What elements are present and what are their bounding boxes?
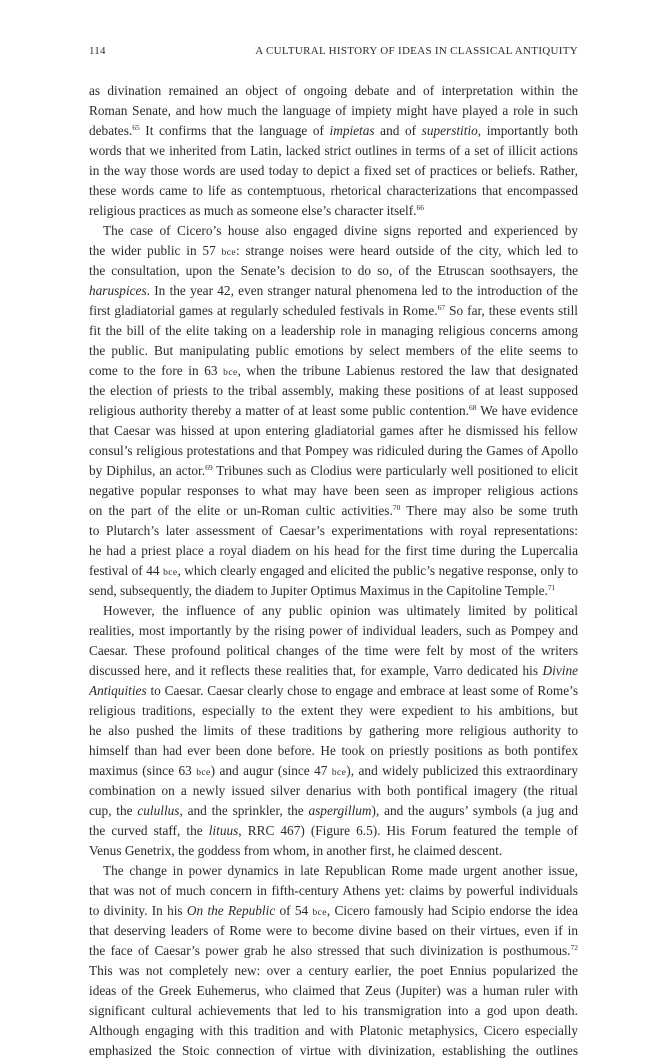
text-segment: send, subsequently, the diadem to Jupiter Optimus Maximus in the Capitoline Temple. — [89, 583, 548, 598]
text-segment: , RRC 467) (Figure 6.5). His Forum featured the temple of — [238, 823, 578, 838]
text-line — [89, 161, 578, 181]
text-line — [89, 101, 578, 121]
text-segment: discussed here, and it reflects these realities that, for example, Varro dedicated his — [89, 663, 543, 678]
text-line — [89, 861, 578, 881]
text-segment: as divination remained an object of ongoing debate and of interpretation within the — [89, 83, 578, 98]
text-line — [89, 381, 578, 401]
text-segment: realities, most importantly by the rising power of individual leaders, such as Pompey and — [89, 623, 578, 638]
italic-text: aspergillum — [308, 803, 372, 818]
text-segment: first gladiatorial games at regularly scheduled festivals in Rome. — [89, 303, 438, 318]
text-segment: that was not of much concern in fifth-century Athens yet: claims by powerful individuals — [89, 883, 578, 898]
text-line — [89, 301, 578, 321]
text-segment: that deserving leaders of Rome were to become divine based on their virtues, even if in — [89, 923, 578, 938]
text-line — [89, 1041, 578, 1061]
text-segment: words that we inherited from Latin, lacked strict outlines in terms of a set of illicit actions — [89, 143, 578, 158]
italic-text: impietas — [329, 123, 375, 138]
text-line — [89, 401, 578, 421]
text-line — [89, 441, 578, 461]
text-segment: in the way those words are used today to depict a fixed set of practices or beliefs. Rather, — [89, 163, 578, 178]
footnote-ref: 66 — [416, 203, 424, 212]
text-segment: the curved staff, the — [89, 823, 209, 838]
text-segment: consul’s religious protestations and that Pompey was ridiculed during the Games of Apollo — [89, 443, 578, 458]
text-segment: . In the year 42, even stranger natural phenomena led to the introduction of the — [146, 283, 578, 298]
text-line — [89, 81, 578, 101]
text-line — [89, 941, 578, 961]
text-line — [89, 541, 578, 561]
text-line — [89, 881, 578, 901]
text-line — [89, 521, 578, 541]
text-segment: these words came to life as contemptuous, rhetorical characterizations that encompassed — [89, 183, 578, 198]
text-segment: , Cicero famously had Scipio endorse the idea — [326, 903, 578, 918]
text-segment: to Caesar. Caesar clearly chose to engage and embrace at least some of Rome’s — [146, 683, 578, 698]
text-segment: of 54 — [275, 903, 313, 918]
text-line — [89, 741, 578, 761]
text-segment: Tribunes such as Clodius were particularly well positioned to elicit — [212, 463, 578, 478]
text-segment: Venus Genetrix, the goddess from whom, in another first, he claimed descent. — [89, 843, 503, 858]
page-number: 114 — [89, 45, 106, 57]
text-segment: Roman Senate, and how much the language of impiety might have played a role in such — [89, 103, 578, 118]
text-segment: the wider public in 57 — [89, 243, 222, 258]
italic-text: Antiquities — [89, 683, 147, 698]
text-line — [89, 241, 578, 261]
text-segment: the public. But manipulating public emotions by select members of the elite seems to — [89, 343, 578, 358]
footnote-ref: 70 — [392, 503, 401, 512]
text-line — [89, 141, 578, 161]
text-segment: This was not completely new: over a century earlier, the poet Ennius popularized the — [89, 963, 578, 978]
text-line — [89, 641, 578, 661]
text-segment: , importantly both — [477, 123, 578, 138]
italic-text: superstitio — [421, 123, 478, 138]
italic-text: On the Republic — [186, 903, 276, 918]
text-line — [89, 121, 578, 141]
text-line — [89, 321, 578, 341]
italic-text: Divine — [542, 663, 578, 678]
small-caps-text: bce — [223, 368, 238, 378]
text-segment: Although engaging with this tradition and with Platonic metaphysics, Cicero especially — [89, 1023, 578, 1038]
small-caps-text: bce — [221, 248, 236, 258]
text-segment: the consultation, upon the Senate’s decision to do so, of the Etruscan soothsayers, the — [89, 263, 578, 278]
text-segment: The change in power dynamics in late Republican Rome made urgent another issue, — [103, 863, 578, 878]
text-line — [89, 661, 578, 681]
text-line — [89, 621, 578, 641]
text-segment: that Caesar was hissed at upon entering gladiatorial games after he dismissed his fellow — [89, 423, 578, 438]
text-segment: The case of Cicero’s house also engaged divine signs reported and experienced by — [103, 223, 578, 238]
text-segment: cup, the — [89, 803, 138, 818]
small-caps-text: bce — [163, 568, 178, 578]
text-line — [89, 561, 578, 581]
small-caps-text: bce — [196, 768, 211, 778]
text-segment: festival of 44 — [89, 563, 164, 578]
page-header — [89, 45, 578, 61]
footnote-ref: 72 — [570, 943, 578, 952]
text-line — [89, 781, 578, 801]
text-line — [89, 821, 578, 841]
text-segment: So far, these events still — [445, 303, 578, 318]
text-line — [89, 181, 578, 201]
text-line — [89, 901, 578, 921]
text-segment: It confirms that the language of — [139, 123, 330, 138]
text-segment: he also pushed the limits of these traditions by gathering more religious authority to — [89, 723, 578, 738]
text-line — [89, 221, 578, 241]
text-line — [89, 721, 578, 741]
text-segment: the face of Caesar’s power grab he also stressed that such divinization is posthumous. — [89, 943, 571, 958]
small-caps-text: bce — [331, 768, 347, 778]
text-line — [89, 681, 578, 701]
text-segment: However, the influence of any public opinion was ultimately limited by political — [103, 603, 578, 618]
text-line — [89, 921, 578, 941]
text-segment: : strange noises were heard outside of the city, which led to — [235, 243, 578, 258]
text-segment: ) and augur (since 47 — [210, 763, 332, 778]
text-segment: There may also be some truth — [400, 503, 578, 518]
footnote-ref: 68 — [469, 403, 477, 412]
small-caps-text: bce — [312, 908, 327, 918]
text-line — [89, 341, 578, 361]
text-segment: emphasized the Stoic connection of virtue with divinization, establishing the outlines — [89, 1043, 578, 1058]
text-segment: Caesar. These profound political changes of the time were felt by most of the writers — [89, 643, 578, 658]
text-line — [89, 201, 578, 221]
text-segment: significant cultural achievements that led to his transmigration into a god upon death. — [89, 1003, 578, 1018]
text-segment: and of — [374, 123, 422, 138]
text-segment: fit the bill of the elite taking on a leadership role in managing religious concerns among — [89, 323, 578, 338]
running-head: A CULTURAL HISTORY OF IDEAS IN CLASSICAL ANTIQUITY — [255, 45, 578, 57]
text-segment: the election of priests to the tribal assembly, making these positions of at least supposed — [89, 383, 578, 398]
text-line — [89, 361, 578, 381]
text-line — [89, 981, 578, 1001]
text-segment: ), and widely publicized this extraordinary — [346, 763, 578, 778]
text-line — [89, 1021, 578, 1041]
italic-text: culullus — [137, 803, 180, 818]
italic-text: lituus — [208, 823, 239, 838]
text-segment: religious practices as much as someone else’s character itself. — [89, 203, 417, 218]
text-segment: to divinity. In his — [89, 903, 187, 918]
text-line — [89, 461, 578, 481]
text-line — [89, 761, 578, 781]
text-line — [89, 841, 578, 861]
footnote-ref: 65 — [132, 123, 140, 132]
text-segment: he had a priest place a royal diadem on his head for the first time during the Lupercalia — [89, 543, 578, 558]
text-line — [89, 281, 578, 301]
text-segment: , which clearly engaged and elicited the public’s negative response, only to — [177, 563, 578, 578]
text-line — [89, 581, 578, 601]
text-line — [89, 261, 578, 281]
text-segment: , when the tribune Labienus restored the law that designated — [237, 363, 578, 378]
text-segment: to Plutarch’s later assessment of Caesar’s experimentations with royal representations: — [89, 523, 578, 538]
text-line — [89, 601, 578, 621]
text-line — [89, 421, 578, 441]
text-segment: on the part of the elite or un-Roman cultic activities. — [89, 503, 393, 518]
text-line — [89, 701, 578, 721]
text-segment: by Diphilus, an actor. — [89, 463, 206, 478]
text-line — [89, 801, 578, 821]
body-text — [89, 81, 578, 1061]
italic-text: haruspices — [89, 283, 147, 298]
text-line — [89, 501, 578, 521]
text-segment: We have evidence — [476, 403, 578, 418]
footnote-ref: 67 — [437, 303, 446, 312]
footnote-ref: 69 — [205, 463, 213, 472]
text-segment: negative popular responses to what may have been seen as improper religious actions — [89, 483, 578, 498]
text-line — [89, 961, 578, 981]
text-segment: ), and the augurs’ symbols (a jug and — [371, 803, 578, 818]
text-segment: combination on a newly issued silver denarius with both pontifical imagery (the ritual — [89, 783, 578, 798]
text-line — [89, 481, 578, 501]
text-segment: debates. — [89, 123, 133, 138]
text-segment: , and the sprinkler, the — [179, 803, 309, 818]
text-segment: religious authority thereby a matter of at least some public contention. — [89, 403, 470, 418]
text-line — [89, 1001, 578, 1021]
text-segment: maximus (since 63 — [89, 763, 197, 778]
text-segment: ideas of the Greek Euhemerus, who claimed that Zeus (Jupiter) was a human ruler with — [89, 983, 578, 998]
footnote-ref: 71 — [547, 583, 556, 592]
text-segment: come to the fore in 63 — [89, 363, 224, 378]
text-segment: religious traditions, especially to the extent they were expedient to his ambitions, but — [89, 703, 578, 718]
text-segment: himself than had ever been done before. He took on priestly positions as both pontifex — [89, 743, 578, 758]
